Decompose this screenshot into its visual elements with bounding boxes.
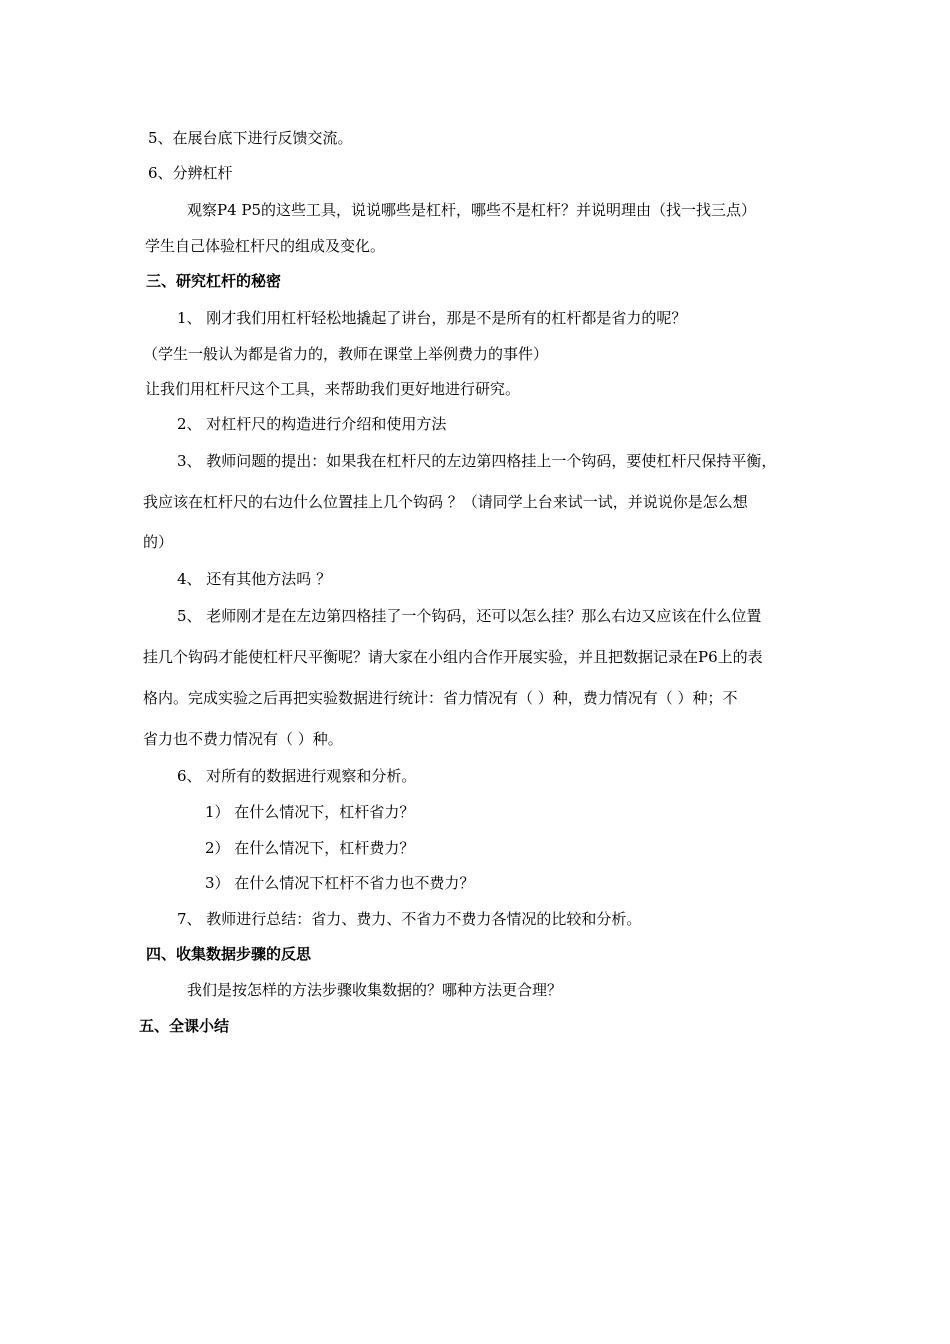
- sub-item-1: 1） 在什么情况下，杠杆省力？: [205, 803, 415, 821]
- section-3-item-7: 7、 教师进行总结：省力、费力、不省力不费力各情况的比较和分析。: [177, 910, 642, 928]
- section-4-heading: 四、收集数据步骤的反思: [146, 945, 312, 963]
- section-3-item-5-line-4: 省力也不费力情况有（ ）种。: [143, 730, 343, 748]
- section-3-item-4: 4、 还有其他方法吗 ？: [177, 570, 332, 588]
- section-3-item-2: 2、 对杠杆尺的构造进行介绍和使用方法: [177, 415, 447, 433]
- section-3-item-3-line-2: 我应该在杠杆尺的右边什么位置挂上几个钩码 ？（请同学上台来试一试，并说说你是怎么想: [143, 493, 748, 511]
- experience-line: 学生自己体验杠杆尺的组成及变化。: [145, 237, 386, 255]
- step-6-line: 6、分辨杠杆: [148, 164, 233, 182]
- section-3-item-6: 6、 对所有的数据进行观察和分析。: [177, 767, 417, 785]
- sub-item-3: 3） 在什么情况下杠杆不省力也不费力？: [205, 874, 475, 892]
- section-3-item-3-line-1: 3、 教师问题的提出：如果我在杠杆尺的左边第四格挂上一个钩码，要使杠杆尺保持平衡，: [177, 452, 777, 470]
- step-5-line: 5、在展台底下进行反馈交流。: [148, 129, 353, 147]
- section-5-heading: 五、全课小结: [139, 1017, 230, 1035]
- section-4-text: 我们是按怎样的方法步骤收集数据的？哪种方法更合理？: [187, 981, 563, 999]
- section-3-intro: 让我们用杠杆尺这个工具，来帮助我们更好地进行研究。: [145, 380, 521, 398]
- section-3-note: （学生一般认为都是省力的，教师在课堂上举例费力的事件）: [143, 345, 549, 363]
- section-3-item-3-line-3: 的）: [143, 533, 174, 551]
- section-3-item-5-line-3: 格内。完成实验之后再把实验数据进行统计：省力情况有（ ）种，费力情况有（ ）种；不: [143, 689, 738, 707]
- section-3-item-1: 1、 刚才我们用杠杆轻松地撬起了讲台，那是不是所有的杠杆都是省力的呢？: [177, 309, 687, 327]
- section-3-item-5-line-2: 挂几个钩码才能使杠杆尺平衡呢？请大家在小组内合作开展实验，并且把数据记录在P6上的表: [143, 648, 763, 666]
- section-3-heading: 三、研究杠杆的秘密: [146, 272, 282, 290]
- sub-item-2: 2） 在什么情况下，杠杆费力？: [205, 839, 415, 857]
- section-3-item-5-line-1: 5、 老师刚才是在左边第四格挂了一个钩码，还可以怎么挂？那么右边又应该在什么位置: [177, 607, 762, 625]
- observe-tools-line: 观察P4 P5的这些工具，说说哪些是杠杆，哪些不是杠杆？并说明理由（找一找三点）: [187, 201, 757, 219]
